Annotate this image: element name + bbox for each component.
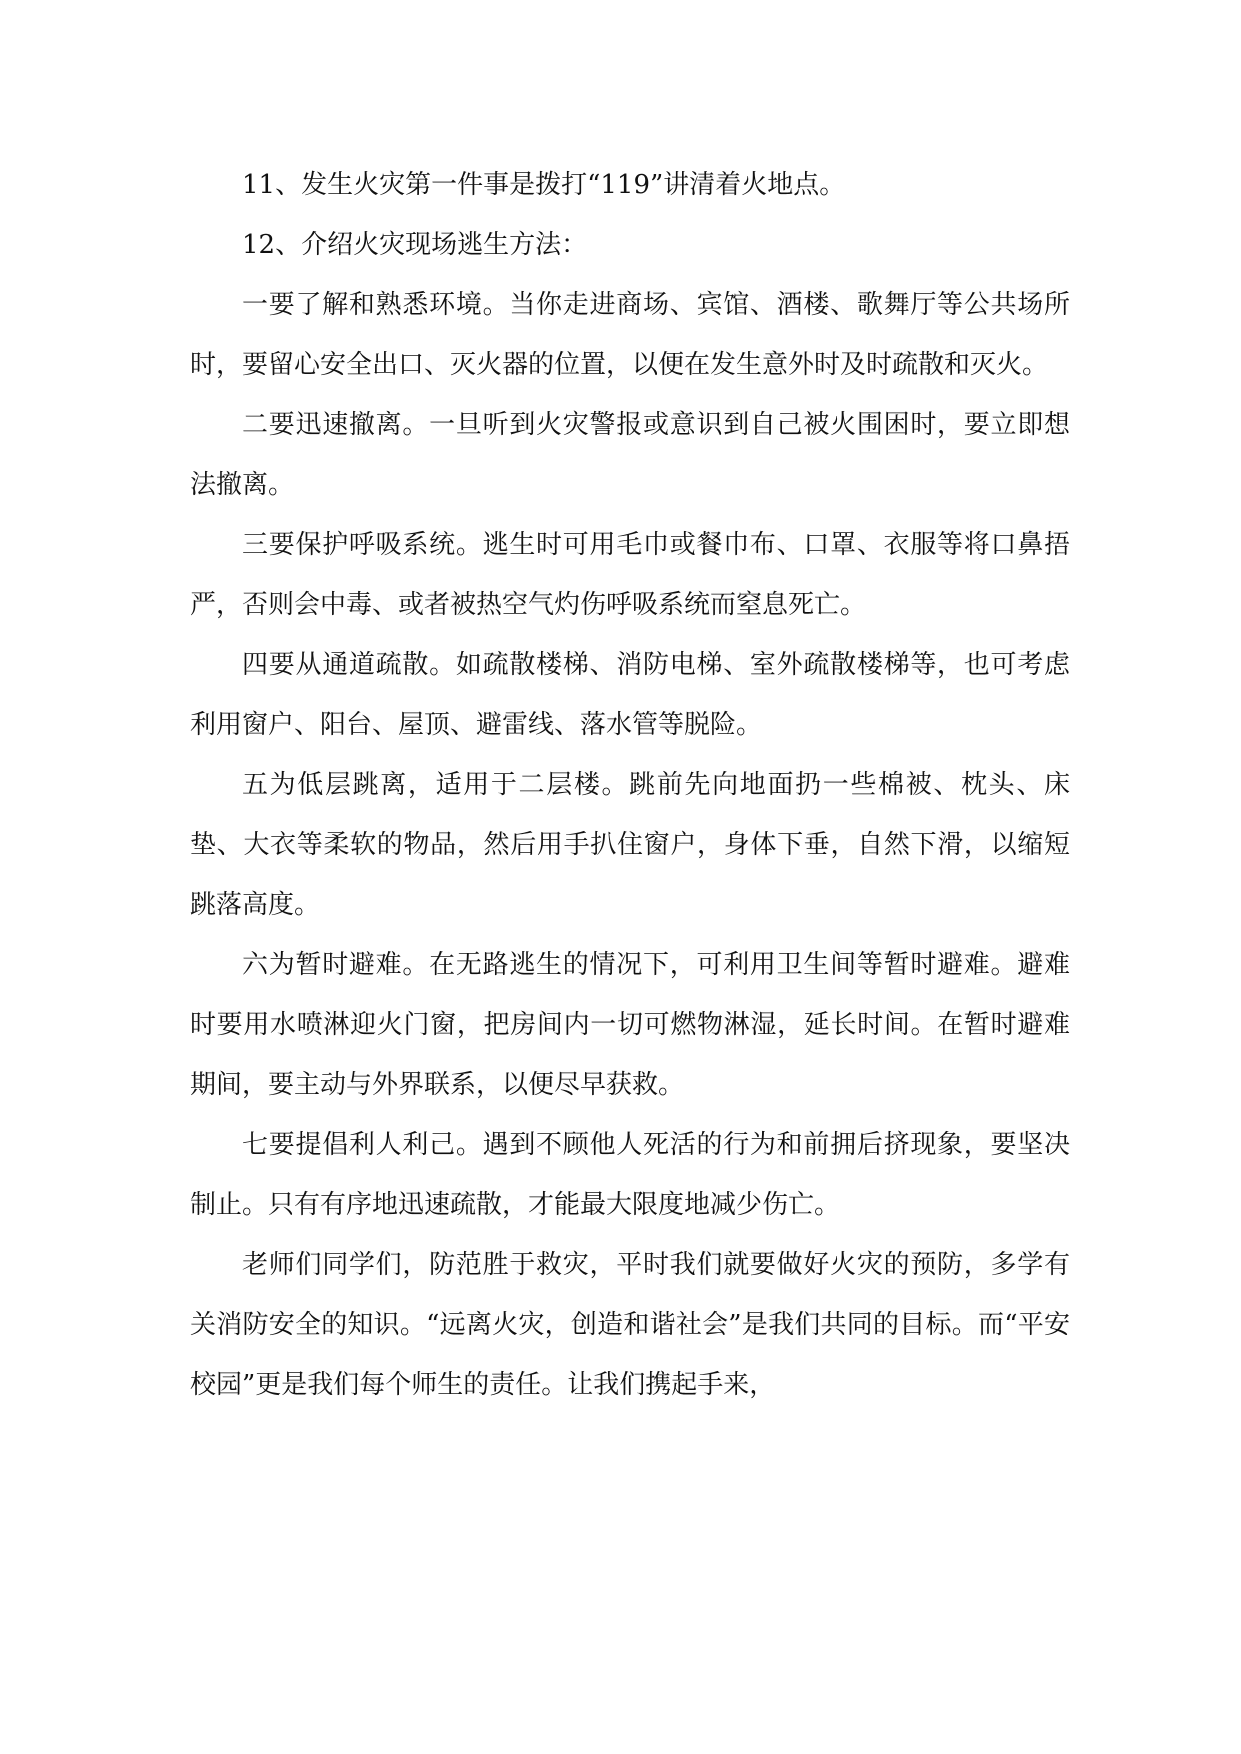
paragraph-evacuate-quickly: 二要迅速撤离。一旦听到火灾警报或意识到自己被火围困时，要立即想法撤离。 bbox=[190, 410, 1070, 500]
paragraph-escape-methods-intro: 12、介绍火灾现场逃生方法： bbox=[242, 230, 588, 260]
paragraph-use-passages: 四要从通道疏散。如疏散楼梯、消防电梯、室外疏散楼梯等，也可考虑利用窗户、阳台、屋顶、避雷线、落水管等脱险。 bbox=[190, 650, 1070, 740]
paragraph-low-floor-jump: 五为低层跳离，适用于二层楼。跳前先向地面扔一些棉被、枕头、床垫、大衣等柔软的物品，然后用手扒住窗户，身体下垂，自然下滑，以缩短跳落高度。 bbox=[190, 770, 1070, 920]
paragraph-closing: 老师们同学们，防范胜于救灾，平时我们就要做好火灾的预防，多学有关消防安全的知识。“远离火灾，创造和谐社会”是我们共同的目标。而“平安校园”更是我们每个师生的责任。让我们携起手来， bbox=[190, 1250, 1070, 1400]
document-body bbox=[190, 155, 1070, 1415]
paragraph-temporary-refuge: 六为暂时避难。在无路逃生的情况下，可利用卫生间等暂时避难。避难时要用水喷淋迎火门窗，把房间内一切可燃物淋湿，延长时间。在暂时避难期间，要主动与外界联系，以便尽早获救。 bbox=[190, 950, 1070, 1100]
paragraph-help-others: 七要提倡利人利己。遇到不顾他人死活的行为和前拥后挤现象，要坚决制止。只有有序地迅速疏散，才能最大限度地减少伤亡。 bbox=[190, 1130, 1070, 1220]
paragraph-protect-breathing: 三要保护呼吸系统。逃生时可用毛巾或餐巾布、口罩、衣服等将口鼻捂严，否则会中毒、或者被热空气灼伤呼吸系统而窒息死亡。 bbox=[190, 530, 1070, 620]
paragraph-know-environment: 一要了解和熟悉环境。当你走进商场、宾馆、酒楼、歌舞厅等公共场所时，要留心安全出口、灭火器的位置，以便在发生意外时及时疏散和灭火。 bbox=[190, 290, 1070, 380]
paragraph-call-119: 11、发生火灾第一件事是拨打“119”讲清着火地点。 bbox=[242, 170, 846, 200]
